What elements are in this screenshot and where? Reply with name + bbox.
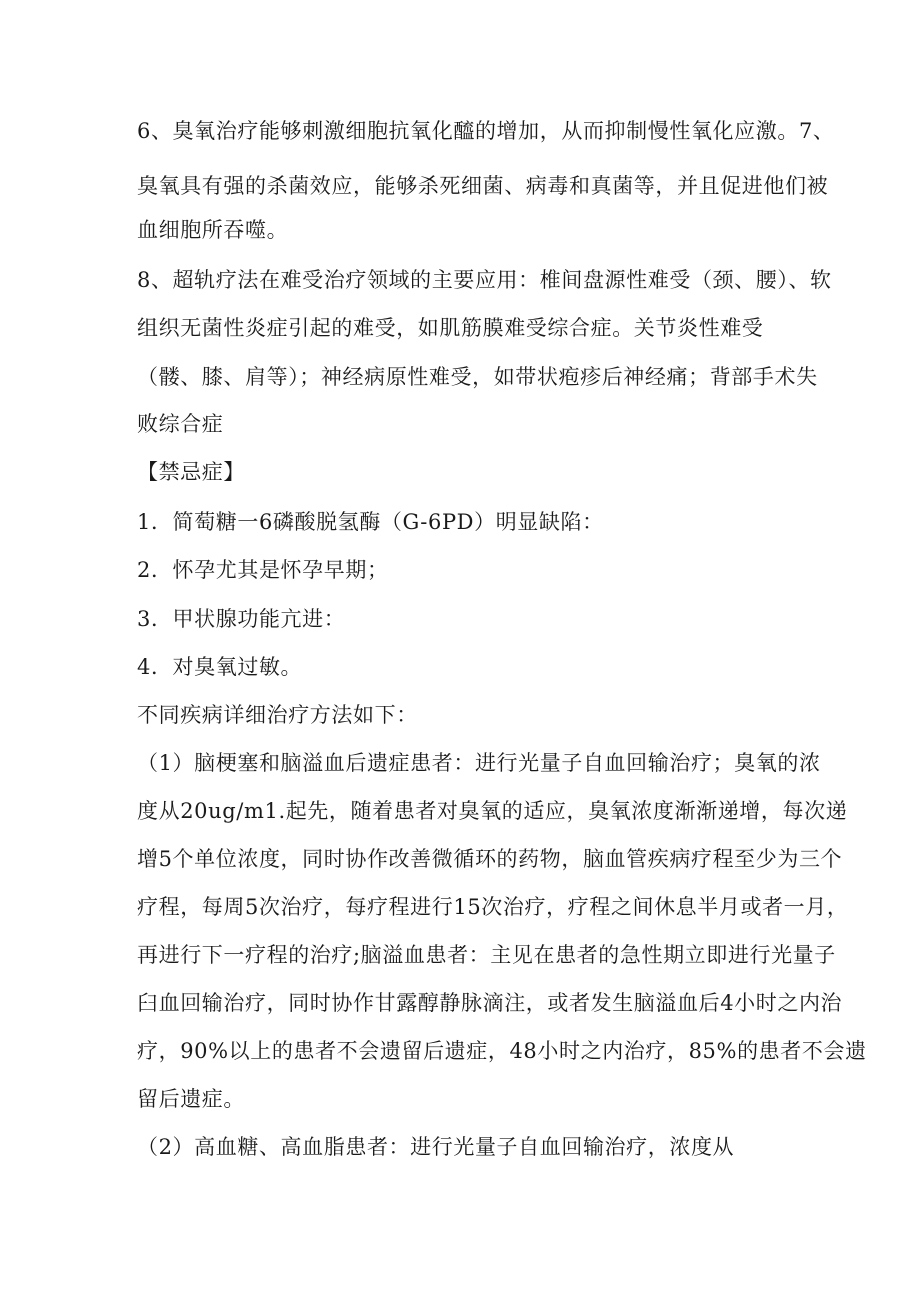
treatment-1-line-5: 再进行下一疗程的治疗;脑溢血患者：主见在患者的急性期立即进行光量子 bbox=[137, 943, 836, 967]
treatment-2-line-1: （2）高血糖、高血脂患者：进行光量子自血回输治疗，浓度从 bbox=[137, 1135, 735, 1159]
contraindication-item-3: 3．甲状腺功能亢进： bbox=[137, 607, 346, 631]
contraindication-item-4: 4．对臭氧过敏。 bbox=[137, 655, 303, 679]
contraindication-item-2: 2．怀孕尤其是怀孕早期； bbox=[137, 558, 389, 582]
treatment-1-line-7: 疗，90%以上的患者不会遗留后遗症，48小时之内治疗，85%的患者不会遗 bbox=[137, 1039, 867, 1063]
paragraph-8-line-2: 组织无菌性炎症引起的难受，如肌筋膜难受综合症。关节炎性难受 bbox=[137, 316, 764, 340]
treatment-1-line-6: 臼血回输治疗，同时协作甘露醇静脉滴注，或者发生脑溢血后4小时之内治 bbox=[137, 991, 843, 1015]
paragraph-8-line-1: 8、超轨疗法在难受治疗领域的主要应用：椎间盘源性难受（颈、腰）、软 bbox=[137, 268, 832, 292]
treatment-1-line-2: 度从20ug/m1.起先，随着患者对臭氧的适应，臭氧浓度渐渐递增，每次递 bbox=[137, 799, 848, 823]
treatment-1-line-1: （1）脑梗塞和脑溢血后遗症患者：进行光量子自血回输治疗；臭氧的浓 bbox=[137, 751, 821, 775]
contraindication-item-1: 1．简萄糖一6磷酸脱氢酶（G-6PD）明显缺陷： bbox=[137, 510, 604, 534]
paragraph-6-line-2: 臭氧具有强的杀菌效应，能够杀死细菌、病毒和真菌等，并且促进他们被 bbox=[137, 174, 829, 198]
contraindications-heading: 【禁忌症】 bbox=[137, 460, 245, 484]
treatment-1-line-4: 疗程，每周5次治疗，每疗程进行15次治疗，疗程之间休息半月或者一月， bbox=[137, 895, 849, 919]
treatment-intro: 不同疾病详细治疗方法如下： bbox=[137, 703, 418, 727]
paragraph-8-line-4: 败综合症 bbox=[137, 412, 224, 436]
paragraph-6-line-3: 血细胞所吞噬。 bbox=[137, 218, 289, 242]
treatment-1-line-3: 增5个单位浓度，同时协作改善微循环的药物，脑血管疾病疗程至少为三个 bbox=[137, 847, 843, 871]
treatment-1-line-8: 留后遗症。 bbox=[137, 1087, 245, 1111]
paragraph-6-line-1: 6、臭氧治疗能够刺激细胞抗氧化醯的增加，从而抑制慢性氧化应激。7、 bbox=[137, 119, 835, 143]
paragraph-8-line-3: （髅、膝、肩等）；神经病原性难受，如带状疱疹后神经痛；背部手术失 bbox=[137, 365, 818, 389]
